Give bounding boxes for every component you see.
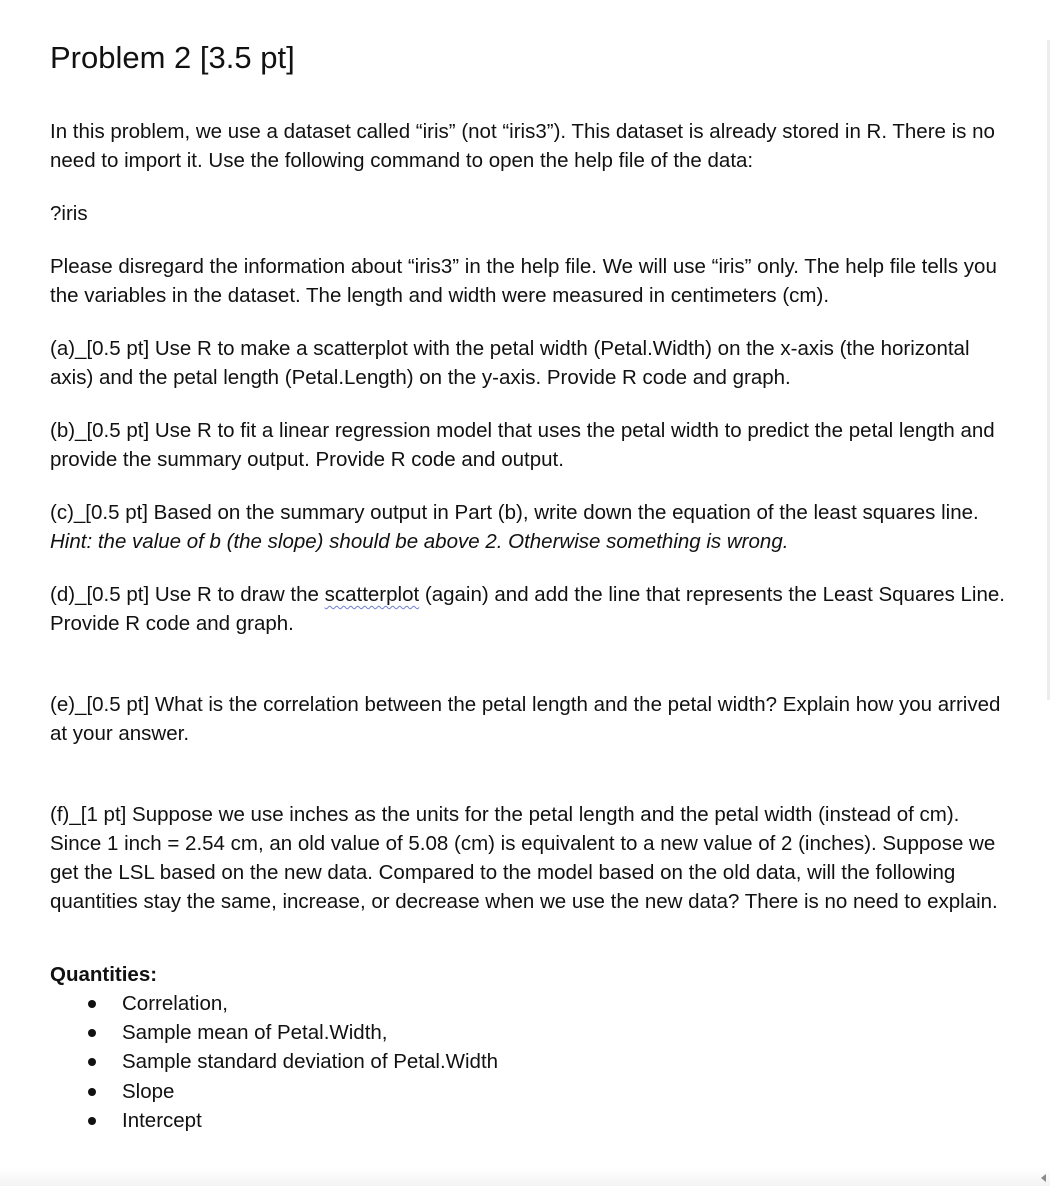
part-d-after: (again) and add the line that represents the Least Squares Line. Provide R code and graph. [50, 583, 1005, 635]
info-paragraph: Please disregard the information about “iris3” in the help file. We will use “iris” only. The help file tells you the variables in the dataset. The length and width were measured in centimeters (cm). [50, 255, 997, 307]
list-item-label: Correlation, [122, 992, 228, 1015]
part-d [50, 580, 1010, 638]
part-c-hint: Hint: the value of b (the slope) should be above 2. Otherwise something is wrong. [50, 530, 789, 553]
list-item [50, 989, 1010, 1018]
list-item [50, 1047, 1010, 1076]
problem-title: Problem 2 [3.5 pt] [50, 40, 295, 75]
document-page [50, 36, 1010, 1135]
chevron-left-icon[interactable] [1041, 1174, 1046, 1182]
intro-paragraph: In this problem, we use a dataset called “iris” (not “iris3”). This dataset is already stored in R. There is no need to import it. Use the following command to open the help file of the data: [50, 120, 995, 172]
list-item [50, 1077, 1010, 1106]
quantities-heading: Quantities: [50, 963, 158, 986]
bullet-icon [88, 1029, 96, 1037]
list-item-label: Intercept [122, 1108, 202, 1132]
list-item-label: Slope [122, 1079, 175, 1103]
list-item [50, 1018, 1010, 1047]
list-item [50, 1106, 1010, 1135]
bullet-icon [88, 1058, 96, 1066]
part-c [50, 498, 1010, 556]
spellcheck-word[interactable]: scatterplot [324, 583, 420, 606]
bullet-icon [88, 1000, 96, 1008]
part-e: (e)_[0.5 pt] What is the correlation between the petal length and the petal width? Explain how you arrived at your answer. [50, 693, 1001, 745]
part-b: (b)_[0.5 pt] Use R to fit a linear regression model that uses the petal width to predict the petal length and provide the summary output. Provide R code and output. [50, 419, 995, 471]
bullet-icon [88, 1088, 96, 1096]
part-f: (f)_[1 pt] Suppose we use inches as the units for the petal length and the petal width (instead of cm). Since 1 inch = 2.54 cm, an old value of 5.08 (cm) is equivalent to a new value of 2 (inches). Suppose we get the LSL based on the new data. Compared to the model based on the old data, will the following quantities stay the same, increase, or decrease when we use the new data? There is no need to explain. [50, 803, 998, 913]
help-command: ?iris [50, 202, 88, 225]
bottom-shadow-bar [0, 1168, 1050, 1186]
part-c-text: (c)_[0.5 pt] Based on the summary output in Part (b), write down the equation of the least squares line. [50, 501, 979, 524]
bullet-icon [88, 1117, 96, 1125]
part-d-before: (d)_[0.5 pt] Use R to draw the [50, 583, 325, 606]
list-item-label: Sample standard deviation of Petal.Width [122, 1050, 499, 1074]
part-a: (a)_[0.5 pt] Use R to make a scatterplot with the petal width (Petal.Width) on the x-axis (the horizontal axis) and the petal length (Petal.Length) on the y-axis. Provide R code and graph. [50, 337, 970, 389]
list-item-label: Sample mean of Petal.Width, [122, 1021, 388, 1045]
quantities-list [50, 989, 1010, 1135]
